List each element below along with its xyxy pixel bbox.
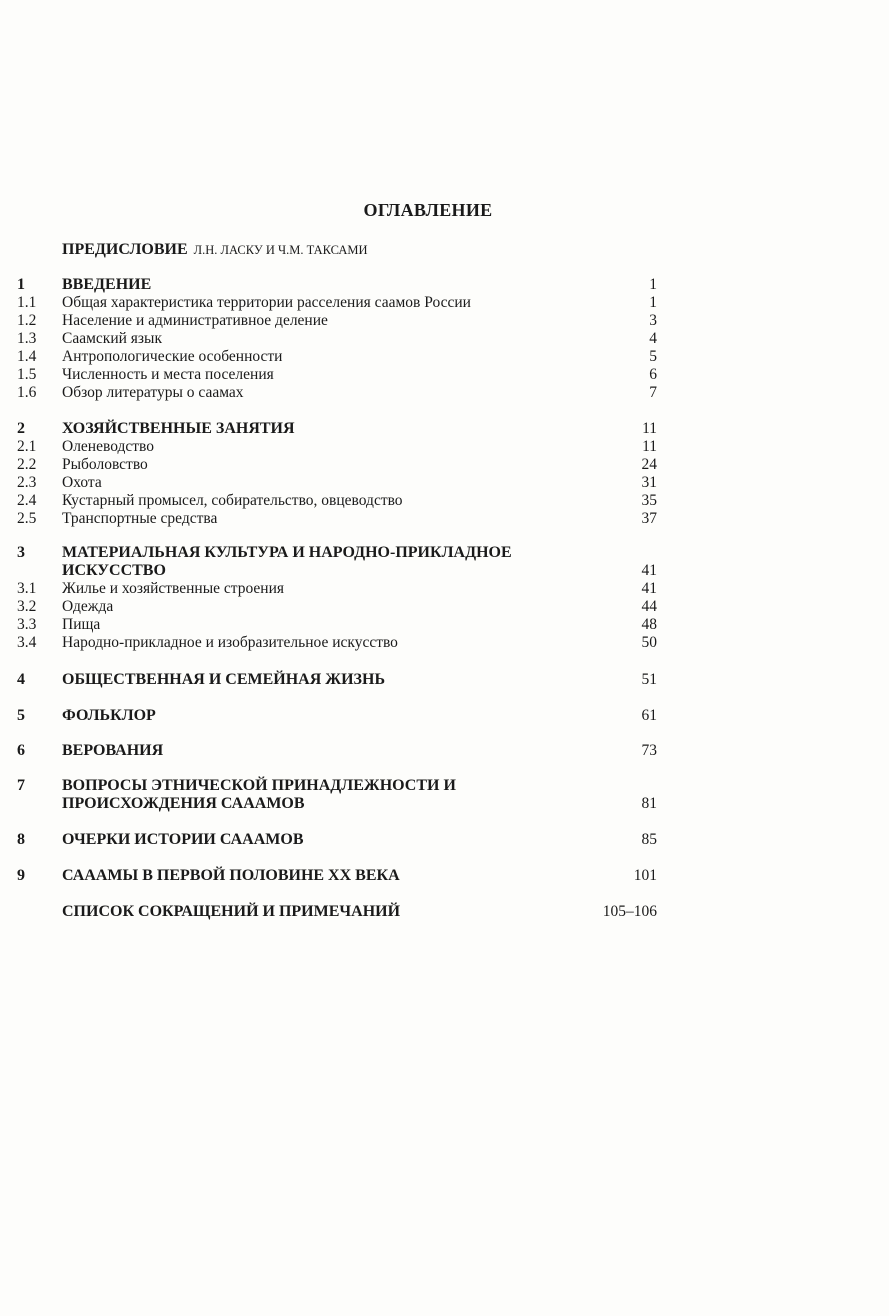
- section-number: 1.5: [17, 366, 37, 383]
- chapter-number: 5: [17, 707, 25, 724]
- page-number: 50: [641, 634, 657, 651]
- section-number: 1.1: [17, 294, 37, 311]
- page-number: 5: [649, 348, 657, 365]
- section-title: Общая характеристика территории расселения саамов России: [62, 294, 471, 311]
- page-number: 7: [649, 384, 657, 401]
- chapter-number: 3: [17, 544, 25, 561]
- section-title: Антропологические особенности: [62, 348, 283, 365]
- section-title: Одежда: [62, 598, 114, 615]
- section-title: Саамский язык: [62, 330, 162, 347]
- section-title: Народно-прикладное и изобразительное искусство: [62, 634, 398, 651]
- preface-label: ПРЕДИСЛОВИЕ: [62, 241, 188, 258]
- section-number: 2.1: [17, 438, 37, 455]
- page-number: 24: [641, 456, 657, 473]
- chapter-title: СПИСОК СОКРАЩЕНИЙ И ПРИМЕЧАНИЙ: [62, 903, 401, 920]
- section-number: 1.3: [17, 330, 37, 347]
- chapter-title: САААМЫ В ПЕРВОЙ ПОЛОВИНЕ ХХ ВЕКА: [62, 867, 400, 884]
- page-number: 41: [641, 562, 657, 579]
- section-number: 3.3: [17, 616, 37, 633]
- chapter-title: ВВЕДЕНИЕ: [62, 276, 152, 293]
- chapter-number: 4: [17, 671, 25, 688]
- section-number: 1.2: [17, 312, 37, 329]
- chapter-number: 1: [17, 276, 25, 293]
- page-number: 81: [641, 795, 657, 812]
- page-number: 3: [649, 312, 657, 329]
- section-title: Транспортные средства: [62, 510, 218, 527]
- page-number: 101: [633, 867, 657, 884]
- section-title: Численность и места поселения: [62, 366, 274, 383]
- section-number: 3.1: [17, 580, 37, 597]
- chapter-number: 7: [17, 777, 25, 794]
- page-number: 105–106: [602, 903, 657, 920]
- section-title: Жилье и хозяйственные строения: [62, 580, 285, 597]
- chapter-title: ОЧЕРКИ ИСТОРИИ САААМОВ: [62, 831, 304, 848]
- section-number: 2.2: [17, 456, 37, 473]
- page-number: 73: [641, 742, 657, 759]
- section-title: Население и административное деление: [62, 312, 328, 329]
- page-number: 51: [641, 671, 657, 688]
- section-number: 3.4: [17, 634, 37, 651]
- page-number: 48: [641, 616, 657, 633]
- section-number: 2.5: [17, 510, 37, 527]
- preface-authors: Л.Н. ЛАСКУ И Ч.М. ТАКСАМИ: [193, 243, 368, 257]
- preface-line: [62, 241, 368, 259]
- chapter-title: ВЕРОВАНИЯ: [62, 742, 164, 759]
- section-number: 2.3: [17, 474, 37, 491]
- chapter-number: 9: [17, 867, 25, 884]
- page-number: 11: [642, 438, 657, 455]
- page-number: 61: [641, 707, 657, 724]
- page-title: ОГЛАВЛЕНИЕ: [363, 200, 493, 220]
- section-title: Обзор литературы о саамах: [62, 384, 244, 401]
- page-number: 4: [649, 330, 657, 347]
- page-number: 41: [641, 580, 657, 597]
- section-number: 1.6: [17, 384, 37, 401]
- page-number: 1: [649, 276, 657, 293]
- page-number: 11: [642, 420, 657, 437]
- section-number: 1.4: [17, 348, 37, 365]
- chapter-title: ВОПРОСЫ ЭТНИЧЕСКОЙ ПРИНАДЛЕЖНОСТИ И: [62, 777, 456, 794]
- chapter-title: ОБЩЕСТВЕННАЯ И СЕМЕЙНАЯ ЖИЗНЬ: [62, 671, 386, 688]
- chapter-title: МАТЕРИАЛЬНАЯ КУЛЬТУРА И НАРОДНО-ПРИКЛАДНОЕ: [62, 544, 512, 561]
- section-title: Кустарный промысел, собирательство, овцеводство: [62, 492, 403, 509]
- section-title: Пища: [62, 616, 101, 633]
- chapter-title-line2: ИСКУССТВО: [62, 562, 166, 579]
- page-number: 37: [641, 510, 657, 527]
- chapter-title-line2: ПРОИСХОЖДЕНИЯ САААМОВ: [62, 795, 305, 812]
- page-number: 6: [649, 366, 657, 383]
- section-title: Оленеводство: [62, 438, 155, 455]
- page-number: 35: [641, 492, 657, 509]
- section-title: Рыболовство: [62, 456, 148, 473]
- section-title: Охота: [62, 474, 102, 491]
- section-number: 2.4: [17, 492, 37, 509]
- section-number: 3.2: [17, 598, 37, 615]
- chapter-number: 2: [17, 420, 25, 437]
- chapter-title: ФОЛЬКЛОР: [62, 707, 156, 724]
- chapter-number: 8: [17, 831, 25, 848]
- page-number: 85: [641, 831, 657, 848]
- chapter-title: ХОЗЯЙСТВЕННЫЕ ЗАНЯТИЯ: [62, 420, 295, 437]
- page-number: 31: [641, 474, 657, 491]
- page-number: 44: [641, 598, 657, 615]
- page-number: 1: [649, 294, 657, 311]
- chapter-number: 6: [17, 742, 25, 759]
